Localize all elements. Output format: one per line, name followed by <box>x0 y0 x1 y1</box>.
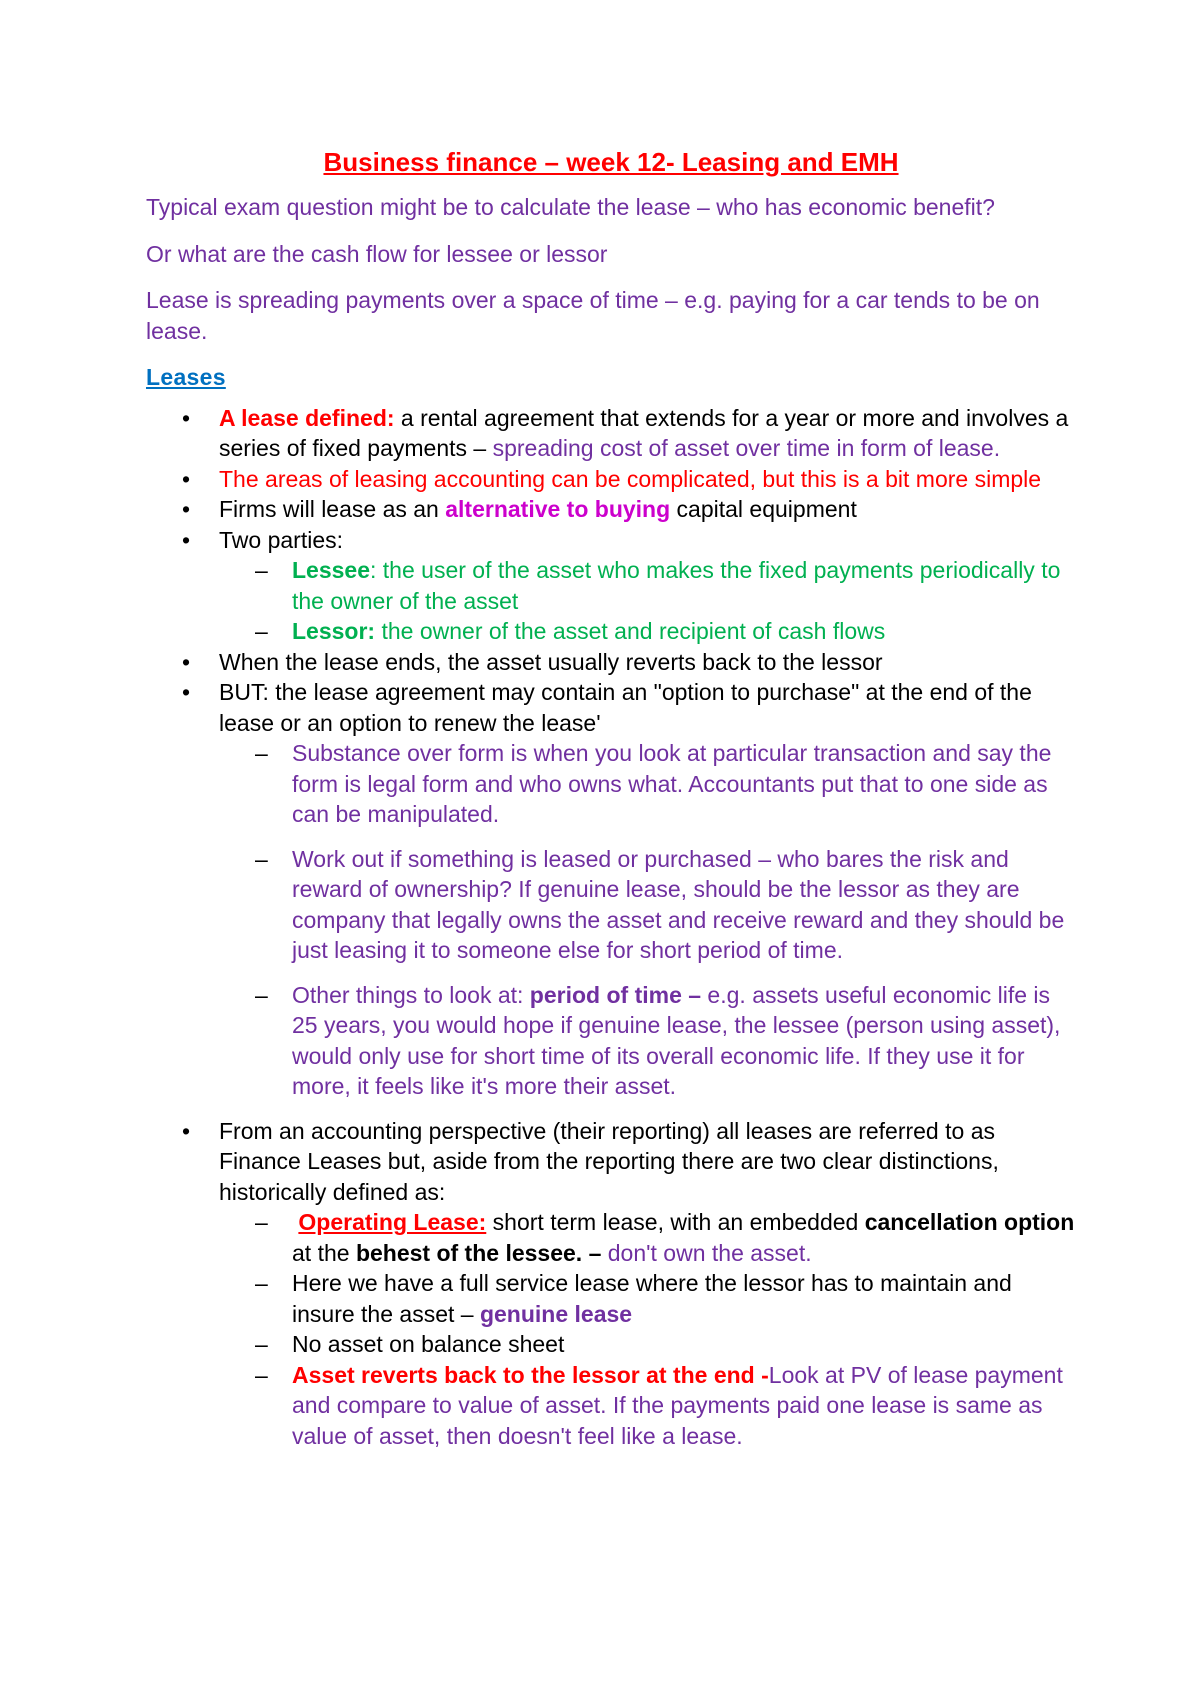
operating-lease-bold-2: behest of the lessee. – <box>355 1239 602 1266</box>
option-purchase-sublist <box>219 738 1076 1102</box>
option-purchase-text: BUT: the lease agreement may contain an "option to purchase" at the end of the lease or an option to renew the lease' <box>219 679 1032 736</box>
accounting-perspective-sublist <box>219 1207 1076 1451</box>
sub-full-service-lease <box>219 1268 1076 1329</box>
lessor-label: Lessor: <box>292 618 376 644</box>
bullet-accounting-perspective <box>146 1116 1076 1452</box>
bullet-two-parties <box>146 525 1076 647</box>
lease-defined-label: A lease defined: <box>219 404 395 431</box>
asset-reverts-label: Asset reverts back to the lessor at the end - <box>292 1361 769 1388</box>
bullet-lease-defined <box>146 403 1076 464</box>
sub-no-asset-balance-sheet: – No asset on balance sheet <box>219 1329 1076 1360</box>
operating-lease-text-2: at the <box>292 1239 356 1266</box>
accounting-perspective-text: From an accounting perspective (their reporting) all leases are referred to as Finance Leases but, aside from the reporting there are two clear distinctions, historically defined as: <box>219 1117 999 1205</box>
bullet-option-to-purchase <box>146 677 1076 1102</box>
other-things-bold: period of time – <box>529 981 702 1008</box>
page-title: Business finance – week 12- Leasing and EMH <box>323 147 899 177</box>
other-things-post: e.g. assets useful economic life is 25 years, you would hope if genuine lease, the lessee (person using asset), would only use for short time of its overall economic life. If they use it for more, it feels like it's more their asset. <box>292 981 1061 1099</box>
asset-reverts-note: Look at PV of lease payment and compare to value of asset. If the payments paid one lease is same as value of asset, then doesn't feel like a lease. <box>292 1361 1063 1449</box>
alternative-highlight: alternative to buying <box>445 496 671 522</box>
sub-operating-lease <box>219 1207 1076 1268</box>
sub-substance-over-form: – Substance over form is when you look at particular transaction and say the form is legal form and who owns what. Accountants put that to one side as can be manipulated. <box>219 738 1076 830</box>
lessee-text: : the user of the asset who makes the fixed payments periodically to the owner of the asset <box>292 557 1061 614</box>
operating-lease-bold-1: cancellation option <box>864 1209 1075 1235</box>
bullet-alternative-buying <box>146 494 1076 525</box>
sub-lessee <box>219 555 1076 616</box>
intro-paragraph-2: Or what are the cash flow for lessee or lessor <box>146 240 608 267</box>
sub-other-things <box>219 980 1076 1102</box>
operating-lease-text-1: short term lease, with an embedded <box>486 1209 865 1235</box>
lease-defined-note: spreading cost of asset over time in form of lease. <box>492 435 1001 461</box>
sub-asset-reverts <box>219 1360 1076 1452</box>
other-things-pre: Other things to look at: <box>292 981 530 1008</box>
alternative-pre-text: Firms will lease as an <box>219 496 446 522</box>
section-heading-leases: Leases <box>146 364 226 390</box>
operating-lease-label: Operating Lease: <box>298 1209 487 1235</box>
genuine-lease-highlight: genuine lease <box>479 1300 633 1327</box>
lessee-label: Lessee <box>292 557 371 583</box>
operating-lease-note: don't own the asset. <box>601 1239 812 1266</box>
intro-paragraph-3: Lease is spreading payments over a space of time – e.g. paying for a car tends to be on lease. <box>146 287 1040 344</box>
document-body <box>146 146 1076 1451</box>
sub-leased-or-purchased: – Work out if something is leased or purchased – who bares the risk and reward of ownership? If genuine lease, should be the lessor as they are company that legally owns the asset and receive reward and they should be just leasing it to someone else for short period of time. <box>219 844 1076 966</box>
intro-paragraph-1: Typical exam question might be to calculate the lease – who has economic benefit? <box>146 194 995 220</box>
sub-lessor <box>219 616 1076 647</box>
two-parties-text: Two parties: <box>219 526 343 553</box>
bullet-leasing-accounting: • The areas of leasing accounting can be complicated, but this is a bit more simple <box>146 464 1076 495</box>
bullet-lease-ends: • When the lease ends, the asset usually reverts back to the lessor <box>146 647 1076 678</box>
alternative-post-text: capital equipment <box>670 496 857 522</box>
two-parties-sublist <box>219 555 1076 647</box>
lessor-text: the owner of the asset and recipient of cash flows <box>375 618 886 644</box>
leases-bullet-list <box>146 403 1076 1452</box>
full-service-text: Here we have a full service lease where the lessor has to maintain and insure the asset – <box>292 1270 1012 1327</box>
lease-defined-text: a rental agreement that extends for a year or more and involves a series of fixed payments – <box>219 404 1069 461</box>
